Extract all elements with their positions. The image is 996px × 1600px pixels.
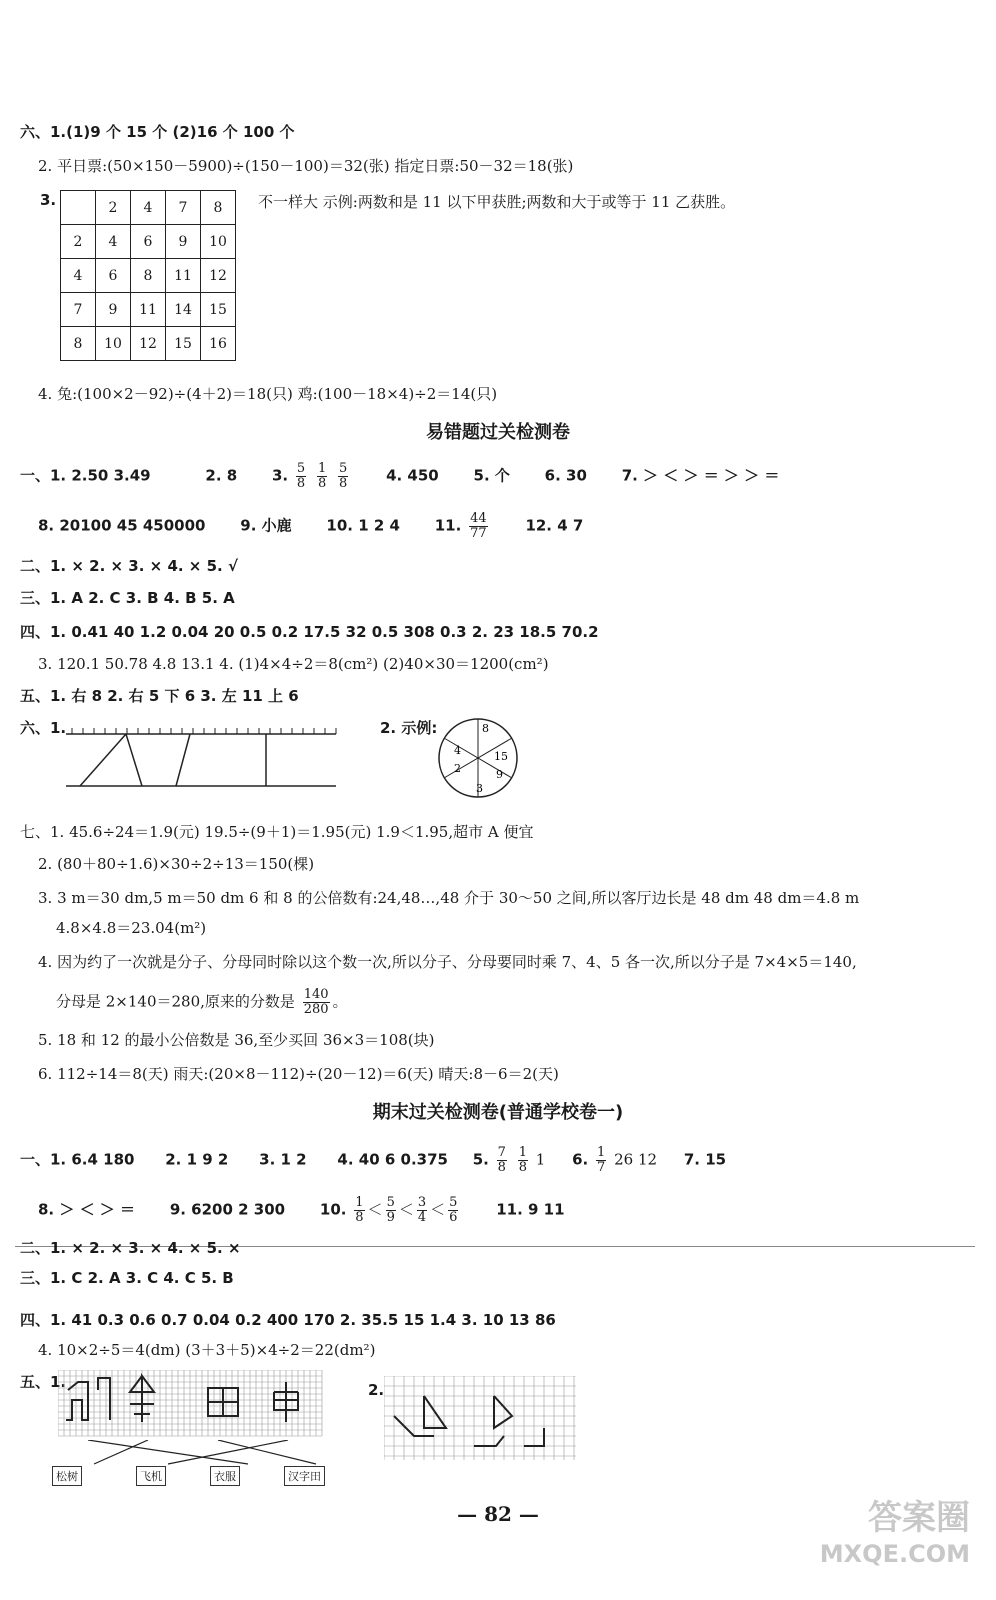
s2-r1b: 2. 8 — [205, 466, 238, 485]
s2-q7-4: 4. 因为约了一次就是分子、分母同时除以这个数一次,所以分子、分母要同时乘 7、4、5 各一次,所以分子是 7×4×5＝140, — [38, 953, 857, 971]
s3-row2: 8. ＞ ＜ ＞ ＝ 9. 6200 2 300 10. $\frac{1}{8}$ ＜ $\frac{5}{9}$ ＜ $\frac{3}{4}$ ＜ $\frac{5}{6}$ 11. 9 11 — [38, 1195, 565, 1225]
s3-r1c: 3. 1 2 — [259, 1150, 307, 1169]
s3-r2a: 8. ＞ ＜ ＞ ＝ — [38, 1200, 136, 1219]
grid-cell: 15 — [201, 293, 236, 327]
s3-frac4: $\frac{1}{8}$ — [355, 1195, 364, 1225]
grid-row — [61, 191, 236, 225]
grid-cell: 10 — [96, 327, 131, 361]
s3-row5: 四、1. 41 0.3 0.6 0.7 0.04 0.2 400 170 2. 35.5 15 1.4 3. 10 13 86 — [20, 1311, 556, 1329]
symmetry-grid-figure — [58, 1370, 330, 1444]
s3-row7a: 五、1. — [20, 1373, 67, 1391]
s2-frac5: $\frac{140}{280}$ — [303, 987, 329, 1017]
s2-q7-6: 6. 112÷14＝8(天) 雨天:(20×8－112)÷(20－12)＝6(天) 晴天:8－6＝2(天) — [38, 1065, 559, 1083]
q6-3-text: 不一样大 示例:两数和是 11 以下甲获胜;两数和大于或等于 11 乙获胜。 — [258, 193, 736, 211]
grid-cell: 7 — [61, 293, 96, 327]
grid-cell: 11 — [166, 259, 201, 293]
section-title-qimo: 期末过关检测卷(普通学校卷一) — [372, 1102, 624, 1123]
s2-q7-5: 5. 18 和 12 的最小公倍数是 36,至少买回 36×3＝108(块) — [38, 1031, 435, 1049]
s2-row8a: 六、1. — [20, 719, 67, 737]
grid-cell: 12 — [201, 259, 236, 293]
s2-r1a: 一、1. 2.50 3.49 — [20, 466, 151, 485]
grid-cell: 8 — [131, 259, 166, 293]
s2-q7-4b-text: 分母是 2×140＝280,原来的分数是 — [56, 992, 295, 1011]
page-number: — 82 — — [457, 1502, 539, 1526]
s2-row3: 二、1. × 2. × 3. × 4. × 5. √ — [20, 557, 238, 575]
circle-num-3: 2 — [454, 762, 461, 775]
watermark — [820, 1500, 970, 1572]
grid-cell — [61, 191, 96, 225]
s3-r1e2: 1 — [535, 1150, 546, 1169]
grid-cell: 2 — [96, 191, 131, 225]
s2-frac3: $\frac{5}{8}$ — [339, 461, 348, 491]
q6-3-label: 3. — [40, 191, 57, 209]
grid-cell: 4 — [96, 225, 131, 259]
s2-r2d: 11. — [434, 516, 462, 535]
grid-cell: 15 — [166, 327, 201, 361]
s2-r2b: 9. 小鹿 — [240, 516, 292, 535]
s3-r1f: 6. — [572, 1150, 589, 1169]
s2-q7-3: 3. 3 m＝30 dm,5 m＝50 dm 6 和 8 的公倍数有:24,48…,48 介于 30～50 之间,所以客厅边长是 48 dm 48 dm＝4.8 m — [38, 889, 860, 907]
s2-r2a: 8. 20100 45 450000 — [38, 516, 206, 535]
grid-row — [61, 327, 236, 361]
s2-r1f: 6. 30 — [544, 466, 587, 485]
s3-row3: 二、1. × 2. × 3. × 4. × 5. × — [20, 1239, 241, 1257]
match-label-1: 飞机 — [136, 1466, 166, 1486]
parallelogram-figure — [66, 724, 342, 796]
match-label-0: 松树 — [52, 1466, 82, 1486]
q6-4: 4. 兔:(100×2－92)÷(4＋2)＝18(只) 鸡:(100－18×4)÷2＝14(只) — [38, 385, 498, 403]
s2-row2 — [38, 512, 583, 541]
grid-cell: 6 — [131, 225, 166, 259]
grid-cell: 6 — [96, 259, 131, 293]
s3-r1b: 2. 1 9 2 — [165, 1150, 229, 1169]
q6-2: 2. 平日票:(50×150－5900)÷(150－100)＝32(张) 指定日票:50－32＝18(张) — [38, 157, 574, 175]
grid-row — [61, 225, 236, 259]
s3-r2d: 11. 9 11 — [496, 1200, 565, 1219]
spinner-circle — [436, 716, 520, 800]
s3-row1 — [20, 1146, 726, 1175]
s3-r1f2: 26 12 — [614, 1150, 658, 1169]
s3-row7b: 2. — [368, 1381, 385, 1399]
s2-q7-1: 七、1. 45.6÷24＝1.9(元) 19.5÷(9＋1)＝1.95(元) 1.9＜1.95,超市 A 便宜 — [20, 823, 534, 841]
grid-row — [61, 293, 236, 327]
s3-row4: 三、1. C 2. A 3. C 4. C 5. B — [20, 1269, 234, 1287]
s3-frac1: $\frac{7}{8}$ — [497, 1145, 506, 1175]
grid-cell: 16 — [201, 327, 236, 361]
section-title-cuoti: 易错题过关检测卷 — [426, 422, 570, 443]
s2-r1c: 3. — [271, 466, 289, 485]
s2-frac1: $\frac{5}{8}$ — [296, 461, 306, 491]
s2-row1 — [20, 462, 779, 491]
match-label-3: 汉字田 — [284, 1466, 325, 1486]
circle-num-1: 4 — [454, 744, 461, 757]
s3-frac2: $\frac{1}{8}$ — [518, 1145, 528, 1175]
s3-frac7: $\frac{5}{6}$ — [449, 1195, 458, 1225]
s3-frac5: $\frac{5}{9}$ — [386, 1195, 395, 1225]
s3-r2c: 10. — [319, 1200, 347, 1219]
s2-frac4: $\frac{44}{77}$ — [470, 511, 487, 541]
s2-q7-2: 2. (80＋80÷1.6)×30÷2÷13＝150(棵) — [38, 855, 315, 873]
circle-num-2: 15 — [494, 750, 508, 763]
grid-cell: 14 — [166, 293, 201, 327]
s3-r1e: 5. — [472, 1150, 489, 1169]
grid-cell: 9 — [166, 225, 201, 259]
grid-cell: 8 — [201, 191, 236, 225]
s2-r1g: 7. ＞ ＜ ＞ ＝ ＞ ＞ ＝ — [621, 466, 780, 485]
s3-frac6: $\frac{3}{4}$ — [417, 1195, 427, 1225]
s2-row8b: 2. 示例: — [380, 719, 438, 737]
s2-r2e: 12. 4 7 — [525, 516, 584, 535]
s2-r1d: 4. 450 — [386, 466, 439, 485]
q6-1: 六、1.(1)9 个 15 个 (2)16 个 100 个 — [20, 123, 295, 141]
s3-r2b: 9. 6200 2 300 — [169, 1200, 286, 1219]
s2-r2c: 10. 1 2 4 — [326, 516, 400, 535]
sum-grid — [60, 190, 236, 361]
grid-cell: 4 — [131, 191, 166, 225]
s2-frac2: $\frac{1}{8}$ — [317, 461, 327, 491]
s2-q7-3b: 4.8×4.8＝23.04(m²) — [56, 919, 207, 937]
grid-cell: 2 — [61, 225, 96, 259]
match-label-2: 衣服 — [210, 1466, 240, 1486]
s3-r1a: 一、1. 6.4 180 — [20, 1150, 135, 1169]
watermark-line2: MXQE.COM — [819, 1540, 970, 1568]
s2-row6: 3. 120.1 50.78 4.8 13.1 4. (1)4×4÷2＝8(cm²) (2)40×30＝1200(cm²) — [38, 655, 549, 673]
watermark-line1: 答案圈 — [868, 1498, 970, 1538]
matching-lines — [58, 1440, 338, 1468]
circle-num-5: 3 — [476, 782, 483, 795]
grid-cell: 10 — [201, 225, 236, 259]
s3-r1d: 4. 40 6 0.375 — [337, 1150, 448, 1169]
s2-q7-4b: 分母是 2×140＝280,原来的分数是 $\frac{140}{280}$ 。 — [56, 987, 348, 1017]
grid-row — [61, 259, 236, 293]
circle-num-0: 8 — [482, 722, 489, 735]
circle-num-4: 9 — [496, 768, 503, 781]
s2-row5: 四、1. 0.41 40 1.2 0.04 20 0.5 0.2 17.5 32 0.5 308 0.3 2. 23 18.5 70.2 — [20, 623, 599, 641]
s3-row6: 4. 10×2÷5＝4(dm) (3＋3＋5)×4÷2＝22(dm²) — [38, 1341, 376, 1359]
s3-frac3: $\frac{1}{7}$ — [597, 1145, 606, 1175]
s3-r1g: 7. 15 — [683, 1150, 727, 1169]
grid-cell: 12 — [131, 327, 166, 361]
translation-grid-figure — [384, 1376, 584, 1466]
grid-cell: 7 — [166, 191, 201, 225]
s2-r1e: 5. 个 — [473, 466, 510, 485]
grid-cell: 8 — [61, 327, 96, 361]
grid-cell: 9 — [96, 293, 131, 327]
grid-cell: 11 — [131, 293, 166, 327]
s2-row4: 三、1. A 2. C 3. B 4. B 5. A — [20, 589, 235, 607]
s2-row7: 五、1. 右 8 2. 右 5 下 6 3. 左 11 上 6 — [20, 687, 299, 705]
grid-cell: 4 — [61, 259, 96, 293]
